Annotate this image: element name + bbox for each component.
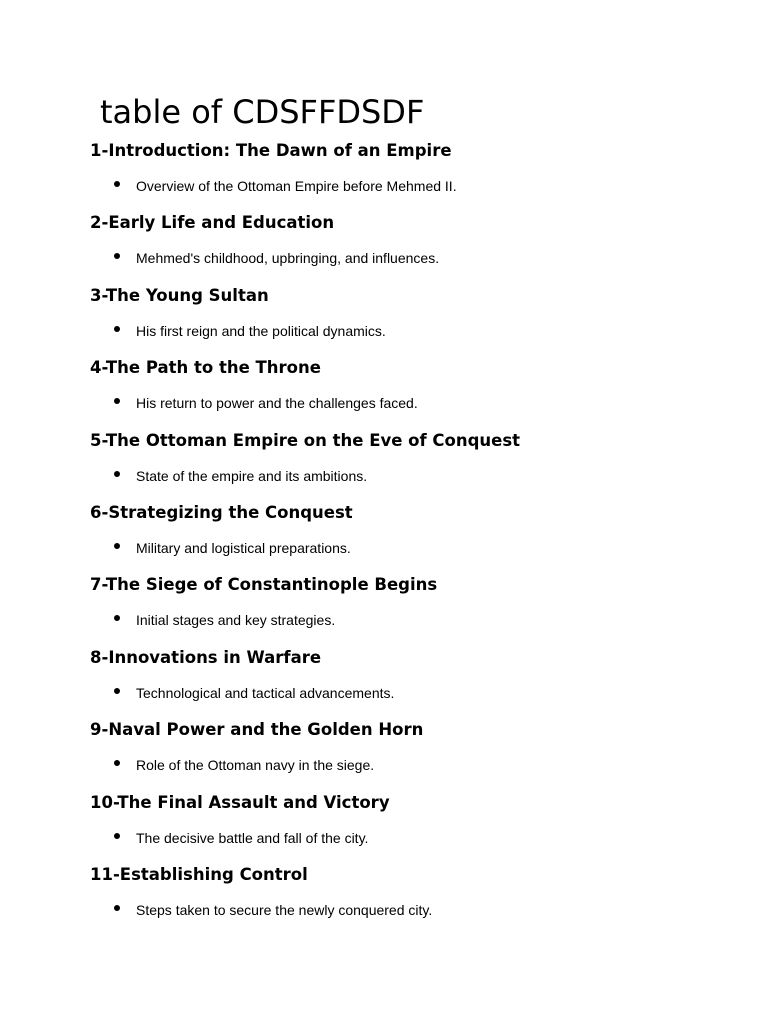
bullet-item (0, 684, 768, 704)
toc-section (0, 718, 768, 790)
toc-section (0, 501, 768, 573)
bullet-text: Steps taken to secure the newly conquered city. (136, 901, 433, 918)
bullet-item (0, 901, 768, 921)
bullet-dot-icon (114, 615, 120, 621)
section-heading: 3-The Young Sultan (90, 285, 269, 305)
bullet-item (0, 467, 768, 487)
bullet-text: Military and logistical preparations. (136, 539, 351, 556)
bullet-dot-icon (114, 181, 120, 187)
bullet-item (0, 249, 768, 269)
bullet-text: His return to power and the challenges faced. (136, 395, 418, 412)
bullet-item (0, 394, 768, 414)
bullet-dot-icon (114, 688, 120, 694)
bullet-text: Overview of the Ottoman Empire before Mehmed II. (136, 178, 457, 194)
bullet-dot-icon (114, 471, 120, 477)
bullet-text: State of the empire and its ambitions. (136, 467, 368, 484)
bullet-item (0, 829, 768, 849)
toc-section (0, 863, 768, 935)
bullet-text: The decisive battle and fall of the city. (136, 829, 369, 846)
toc-section (0, 646, 768, 718)
toc-section (0, 429, 768, 501)
toc-section (0, 356, 768, 428)
bullet-dot-icon (114, 543, 120, 549)
section-heading: 1-Introduction: The Dawn of an Empire (90, 141, 452, 160)
toc-section (0, 284, 768, 356)
bullet-text: Technological and tactical advancements. (136, 684, 395, 701)
bullet-item (0, 611, 768, 631)
bullet-text: Initial stages and key strategies. (136, 612, 336, 629)
page-title: table of CDSFFDSDF (100, 93, 425, 131)
section-heading: 5-The Ottoman Empire on the Eve of Conquest (90, 430, 521, 450)
bullet-text: Role of the Ottoman navy in the siege. (136, 757, 375, 774)
section-heading: 6-Strategizing the Conquest (90, 502, 353, 522)
bullet-item (0, 539, 768, 559)
toc-section (0, 211, 768, 283)
bullet-text: Mehmed's childhood, upbringing, and influences. (136, 250, 440, 267)
section-heading: 11-Establishing Control (90, 864, 308, 884)
toc-section (0, 573, 768, 645)
bullet-dot-icon (114, 253, 120, 259)
bullet-dot-icon (114, 760, 120, 766)
section-heading: 7-The Siege of Constantinople Begins (90, 575, 438, 595)
section-heading: 4-The Path to the Throne (90, 358, 321, 378)
section-heading: 10-The Final Assault and Victory (90, 792, 390, 812)
bullet-item (0, 322, 768, 342)
table-of-contents (0, 139, 768, 935)
section-heading: 9-Naval Power and the Golden Horn (90, 720, 424, 740)
bullet-dot-icon (114, 905, 120, 911)
bullet-text: His first reign and the political dynamics. (136, 322, 386, 339)
bullet-dot-icon (114, 398, 120, 404)
toc-section (0, 791, 768, 863)
toc-section (0, 139, 768, 211)
bullet-item (0, 177, 768, 197)
bullet-item (0, 756, 768, 776)
section-heading: 8-Innovations in Warfare (90, 647, 322, 667)
bullet-dot-icon (114, 326, 120, 332)
section-heading: 2-Early Life and Education (90, 213, 335, 233)
bullet-dot-icon (114, 833, 120, 839)
